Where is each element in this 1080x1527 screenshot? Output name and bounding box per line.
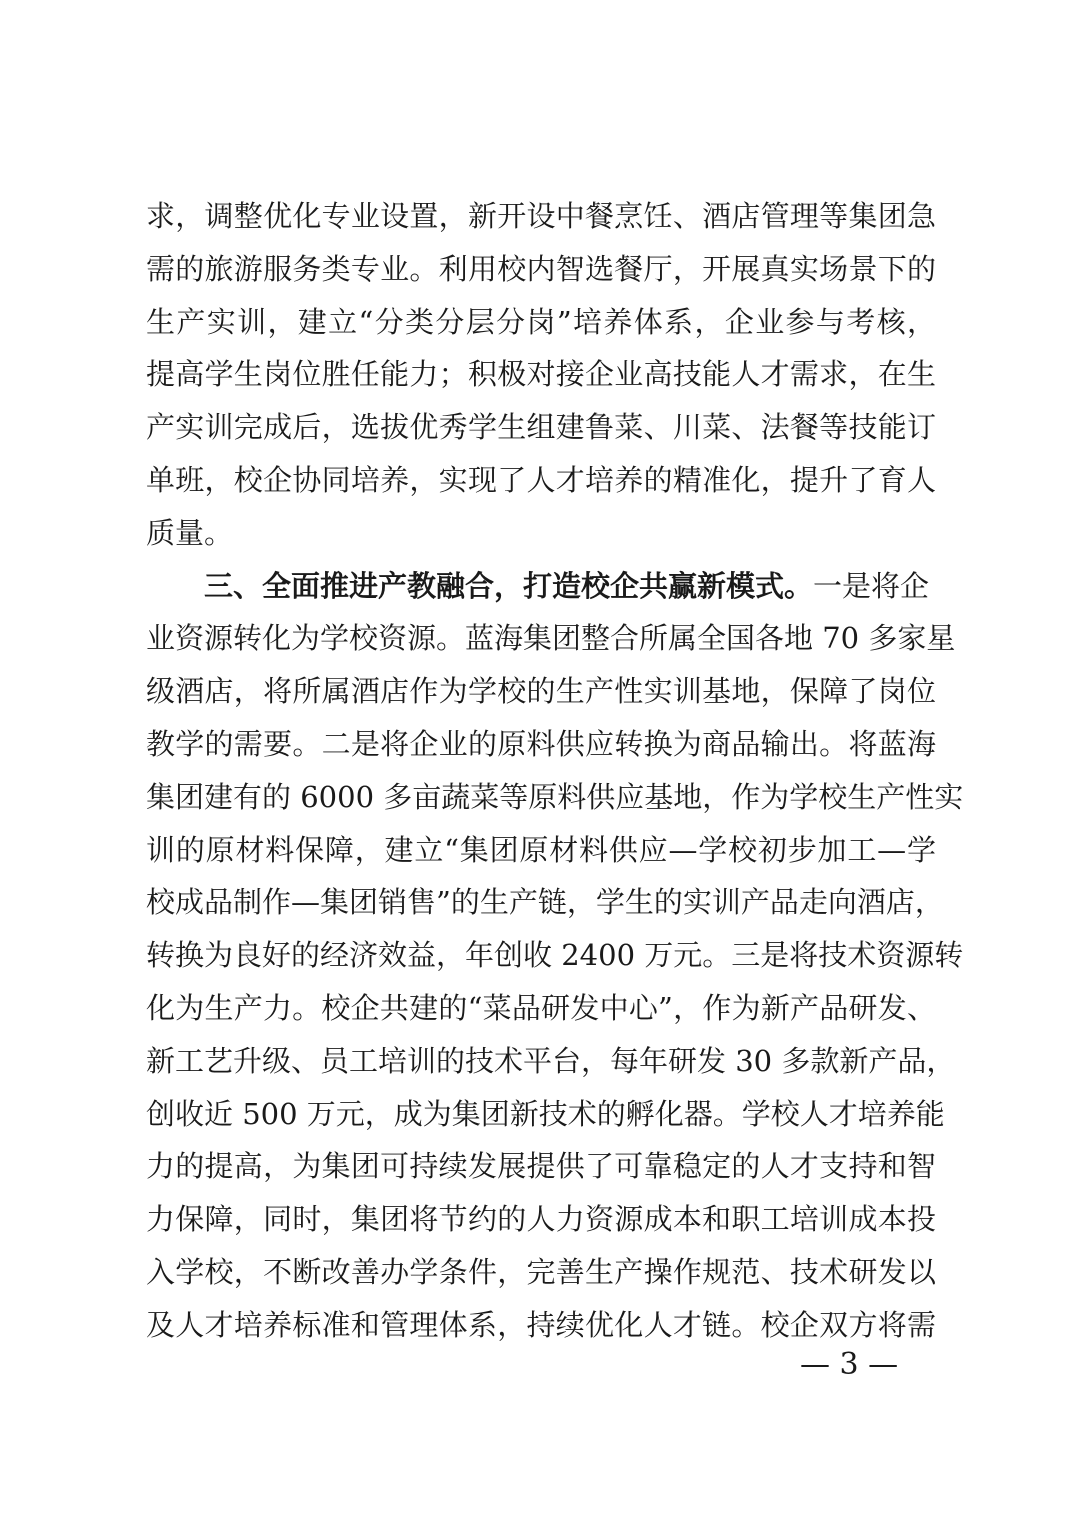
text-line: 转换为良好的经济效益，年创收 2400 万元。三是将技术资源转 <box>146 938 964 973</box>
text-line: 业资源转化为学校资源。蓝海集团整合所属全国各地 70 多家星 <box>146 621 956 656</box>
text-line-last: 质量。 <box>146 515 234 550</box>
text-line: 新工艺升级、员工培训的技术平台，每年研发 30 多款新产品， <box>146 1043 956 1078</box>
text-line: 力的提高，为集团可持续发展提供了可靠稳定的人才支持和智 <box>146 1149 936 1184</box>
text-line: 单班，校企协同培养，实现了人才培养的精准化，提升了育人 <box>146 462 936 497</box>
text-line: 及人才培养标准和管理体系，持续优化人才链。校企双方将需 <box>146 1307 936 1342</box>
section-three-first-line-rest: 一是将企 <box>813 568 930 603</box>
section-three-heading: 三、全面推进产教融合，打造校企共赢新模式。 <box>204 568 814 603</box>
page-number: — 3 — <box>800 1347 899 1382</box>
text-line: 创收近 500 万元，成为集团新技术的孵化器。学校人才培养能 <box>146 1096 945 1131</box>
text-line: 求，调整优化专业设置，新开设中餐烹饪、酒店管理等集团急 <box>146 199 936 233</box>
text-line: 集团建有的 6000 多亩蔬菜等原料供应基地，作为学校生产性实 <box>146 779 964 814</box>
text-line: 生产实训，建立“分类分层分岗”培养体系，企业参与考核， <box>146 304 936 339</box>
section-three-first-line <box>146 560 936 613</box>
text-line: 入学校，不断改善办学条件，完善生产操作规范、技术研发以 <box>146 1254 936 1289</box>
text-line: 力保障，同时，集团将节约的人力资源成本和职工培训成本投 <box>146 1202 936 1237</box>
text-line: 教学的需要。二是将企业的原料供应转换为商品输出。将蓝海 <box>146 726 936 761</box>
text-line: 提高学生岗位胜任能力；积极对接企业高技能人才需求，在生 <box>146 357 936 392</box>
body-text <box>146 190 964 1352</box>
text-line: 训的原材料保障，建立“集团原材料供应—学校初步加工—学 <box>146 832 936 867</box>
text-line: 校成品制作—集团销售”的生产链，学生的实训产品走向酒店， <box>146 885 944 920</box>
text-line: 级酒店，将所属酒店作为学校的生产性实训基地，保障了岗位 <box>146 674 936 709</box>
text-line: 化为生产力。校企共建的“菜品研发中心”，作为新产品研发、 <box>146 990 936 1025</box>
text-line: 需的旅游服务类专业。利用校内智选餐厅，开展真实场景下的 <box>146 251 936 286</box>
text-line: 产实训完成后，选拔优秀学生组建鲁菜、川菜、法餐等技能订 <box>146 410 936 445</box>
